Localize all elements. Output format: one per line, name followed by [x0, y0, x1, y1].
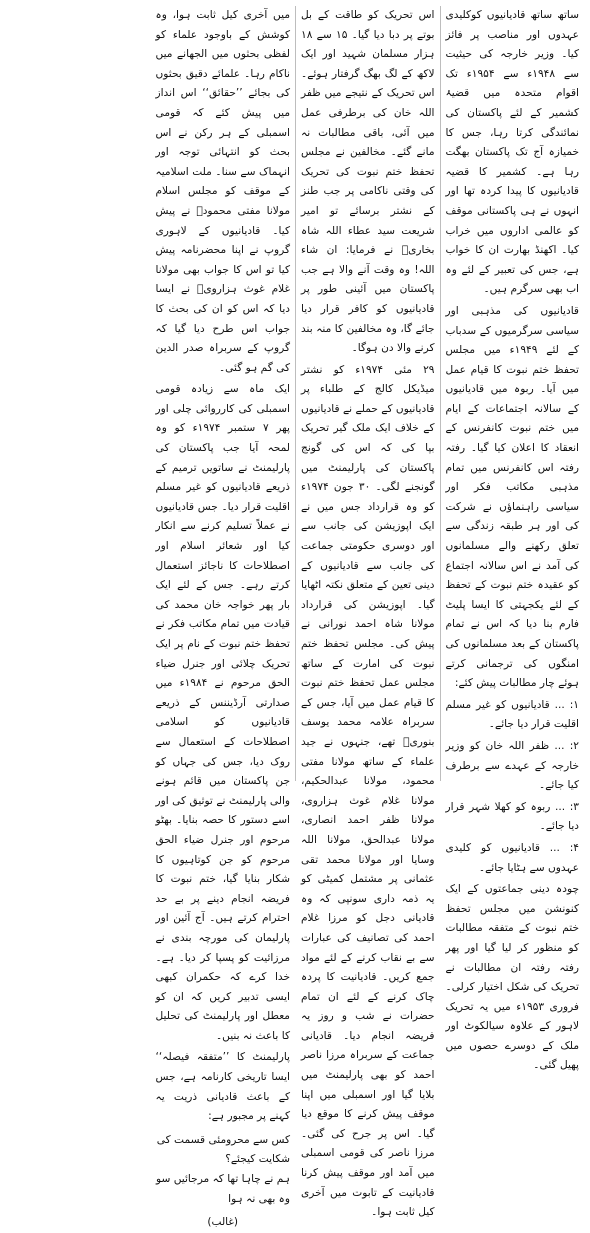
demand-item: ۲: ... ظفر اللہ خان کو وزیر خارجہ کے عہدے سے برطرف کیا جائے۔ [445, 739, 579, 792]
verse-line: کس سے محرومئی قسمت کی شکایت کیجئے؟ [156, 1133, 290, 1166]
column-1 [440, 6, 585, 1072]
demand-item: ۳: ... ربوہ کو کھلا شہر قرار دیا جائے۔ [445, 800, 579, 833]
paragraph: میں آخری کیل ثابت ہوا، وہ کوشش کے باوجود علماء کو لفظی بحثوں میں الجھانے میں ناکام رہا۔ علمائے دقیق بحثوں کی بجائے ’’حقائق‘‘ اس انداز میں پیش کئے کہ قومی اسمبلی کے ہر رکن نے اس بحث کو انتہائی توجہ اور انہماک سے سنا۔ ملت اسلامیہ کے موقف کو مجلس اسلام مولانا مفتی محمودؒ نے پیش کیا۔ قادیانیوں کے لاہوری گروپ نے اپنا محضرنامہ پیش کیا تو اس کا جواب بھی مولانا غلام غوث ہزارویؒ نے ایسا دیا کہ اس کو ان کی بحث کا جواب اس طرح دیا گیا کہ گروپ کے سربراہ صدر الدین کی گم ہو گئی۔ [155, 9, 290, 374]
paragraph: ساتھ ساتھ قادیانیوں کوکلیدی عہدوں اور مناصب پر فائز کیا۔ وزیر خارجہ کی حیثیت سے ۱۹۴۸ء سے ۱۹۵۴ء تک اقوام متحدہ میں قضیۂ کشمیر کے لئے پاکستان کی نمائندگی کرتا رہا، جس کا خمیازہ آج تک پاکستان بھگت رہا ہے۔ کشمیر کا قضیہ قادیانیوں کا پیدا کردہ تھا اور انہوں نے ہی پاکستانی موقف کو عالمی اداروں میں خراب کیا۔ اکھنڈ بھارت ان کا خواب ہے، جس کی تعبیر کے لئے وہ اب بھی سرگرم ہیں۔ [445, 9, 579, 296]
paragraph: قادیانیوں کی مذہبی اور سیاسی سرگرمیوں کے سدباب کے لئے ۱۹۴۹ء میں مجلس تحفظ ختم نبوت کا قیام عمل میں آیا۔ ربوہ میں قادیانیوں کے سالانہ اجتماعات کے ایام میں ختم نبوت کانفرنس کے انعقاد کا اعلان کیا گیا۔ رفتہ رفتہ اس کانفرنس میں تمام مذہبی مکاتب فکر اور سیاسی راہنماؤں نے شرکت کی اور ہر طبقہ زندگی سے تعلق رکھنے والے مسلمانوں کی آمد نے اس سالانہ اجتماع کو عقیدہ ختم نبوت کے تحفظ کے لئے یکجہتی کا ایسا پلیٹ فارم بنا دیا کہ اس نے تمام پاکستان کے بعد مسلمانوں کی امنگوں کی ترجمانی کرتے ہوئے چار مطالبات پیش کئے: [445, 304, 579, 690]
demand-item: ۴: ... قادیانیوں کو کلیدی عہدوں سے ہٹایا جائے۔ [445, 841, 579, 874]
poet-signature: (غالب) [207, 1216, 239, 1229]
paragraph: ۲۹ مئی ۱۹۷۴ء کو نشتر میڈیکل کالج کے طلباء پر قادیانیوں کے حملے نے قادیانیوں کے خلاف ایک ملک گیر تحریک بپا کی کہ اس کی گونج پاکستان کی پارلیمنٹ میں گونجنے لگی۔ ۳۰ جون ۱۹۷۴ء کو وہ قرارداد جس میں نے ایک اپوزیشن کی جانب سے اور دوسری حکومتی جماعت کی جانب سے قادیانیوں کے دینی تعین کے متعلق نکتہ اٹھایا گیا۔ اپوزیشن کی قرارداد مولانا شاہ احمد نورانی نے پیش کی۔ مجلس تحفظ ختم نبوت کی امارت کے ساتھ مجلس عمل تحفظ ختم نبوت کا قیام عمل میں آیا، جس کے سربراہ علامہ محمد یوسف بنوریؒ تھے، جنہوں نے جید علماء کے ساتھ مولانا مفتی محمود، مولانا عبدالحکیم، مولانا غلام غوث ہزاروی، مولانا ظفر احمد انصاری، مولانا عبدالحق، مولانا اللہ وسایا اور مولانا محمد تقی عثمانی پر مشتمل کمیٹی کو یہ ذمہ داری سونپی کہ وہ قادیانی دجل کو مرزا غلام احمد کی تصانیف کی عبارات سے بے نقاب کرنے کے لئے مواد جمع کریں۔ قادیانیت کا پردہ چاک کرنے کے لئے ان تمام حضرات نے شب و روز یہ فریضہ انجام دیا۔ قادیانی جماعت کے سربراہ مرزا ناصر احمد کو بھی پارلیمنٹ میں بلایا گیا اور اسمبلی میں اپنا موقف پیش کرنے کا موقع دیا گیا۔ اس پر جرح کی گئی۔ مرزا ناصر کی قومی اسمبلی میں آمد اور موقف پیش کرنا قادیانیت کے تابوت میں آخری کیل ثابت ہوا۔ [301, 363, 435, 1219]
poetry-verse [156, 1131, 291, 1233]
column-3 [151, 6, 296, 1229]
column-2 [295, 6, 440, 1219]
paragraph: اس تحریک کو طاقت کے بل بوتے پر دبا دیا گیا۔ ۱۵ سے ۱۸ ہزار مسلمان شہید اور ایک لاکھ کے لگ بھگ گرفتار ہوئے۔ اس تحریک کے نتیجے میں ظفر اللہ خان کی برطرفی عمل میں آئی، باقی مطالبات نہ مانے گئے۔ مخالفین نے مجلس تحفظ ختم نبوت کی تحریک کی وقتی ناکامی پر جب طنز کے نشتر برسائے تو امیر شریعت سید عطاء اللہ شاہ بخاریؒ نے فرمایا: ان شاء اللہ! وہ وقت آنے والا ہے جب پاکستان میں آئینی طور پر قادیانیوں کو کافر قرار دیا جائے گا، وہ مخالفین کا منہ بند کرنے والا دن ہوگا۔ [301, 9, 435, 355]
paragraph: چودہ دینی جماعتوں کے ایک کنونشن میں مجلس تحفظ ختم نبوت کے متفقہ مطالبات کو منظور کر لیا گیا اور پھر رفتہ رفتہ ان مطالبات نے تحریک کی شکل اختیار کرلی۔ فروری ۱۹۵۳ء میں یہ تحریک لاہور کے علاوہ سیالکوٹ اور ملک کے دوسرے حصوں میں پھیل گئی۔ [445, 883, 579, 1072]
paragraph: ایک ماہ سے زیادہ قومی اسمبلی کی کارروائی چلی اور پھر ۷ ستمبر ۱۹۷۴ء کو وہ لمحہ آیا جب پاکستان کی پارلیمنٹ نے ساتویں ترمیم کے ذریعے قادیانیوں کو غیر مسلم اقلیت قرار دیا۔ جس قادیانیوں نے عملاً تسلیم کرنے سے انکار کیا اور شعائر اسلام اور اصطلاحات کا ناجائز استعمال کرتے رہے۔ جس کے لئے ایک بار پھر خواجہ خان محمد کی قیادت میں تمام مکاتب فکر نے تحفظ ختم نبوت کے نام پر ایک تحریک چلائی اور جنرل ضیاء الحق مرحوم نے ۱۹۸۴ء میں صدارتی آرڈیننس کے ذریعے قادیانیوں کو اسلامی اصطلاحات کے استعمال سے روک دیا، جس کی جہاں کو جن پاکستان میں قائم ہونے والی پارلیمنٹ نے توثیق کی اور اسے دستور کا حصہ بنایا۔ بھٹو مرحوم اور جنرل ضیاء الحق مرحوم کو جن کوتاہیوں کا شکار بنایا گیا، ختم نبوت کا فریضہ انجام دینے پر بے حد احترام کرتے ہیں۔ آج آئین اور پارلیمان کی مورچہ بندی نے مرزائیت کو پسپا کر دیا۔ ہے۔ خدا کرے کہ حکمران کبھی ایسی تدبیر کریں کہ ان کو معطل اور پارلیمنٹ کی تحلیل کا باعث نہ بنیں۔ [155, 383, 291, 1042]
verse-line: ہم نے چاہا تھا کہ مرجائیں سو وہ بھی نہ ہوا [156, 1173, 290, 1205]
demand-item: ۱: ... قادیانیوں کو غیر مسلم اقلیت قرار دیا جائے۔ [445, 698, 579, 731]
newspaper-page [6, 6, 584, 1229]
paragraph: پارلیمنٹ کا ’’متفقہ فیصلہ‘‘ ایسا تاریخی کارنامہ ہے، جس کے باعث قادیانی ذریت یہ کہنے پر مجبور ہے: [155, 1051, 290, 1123]
